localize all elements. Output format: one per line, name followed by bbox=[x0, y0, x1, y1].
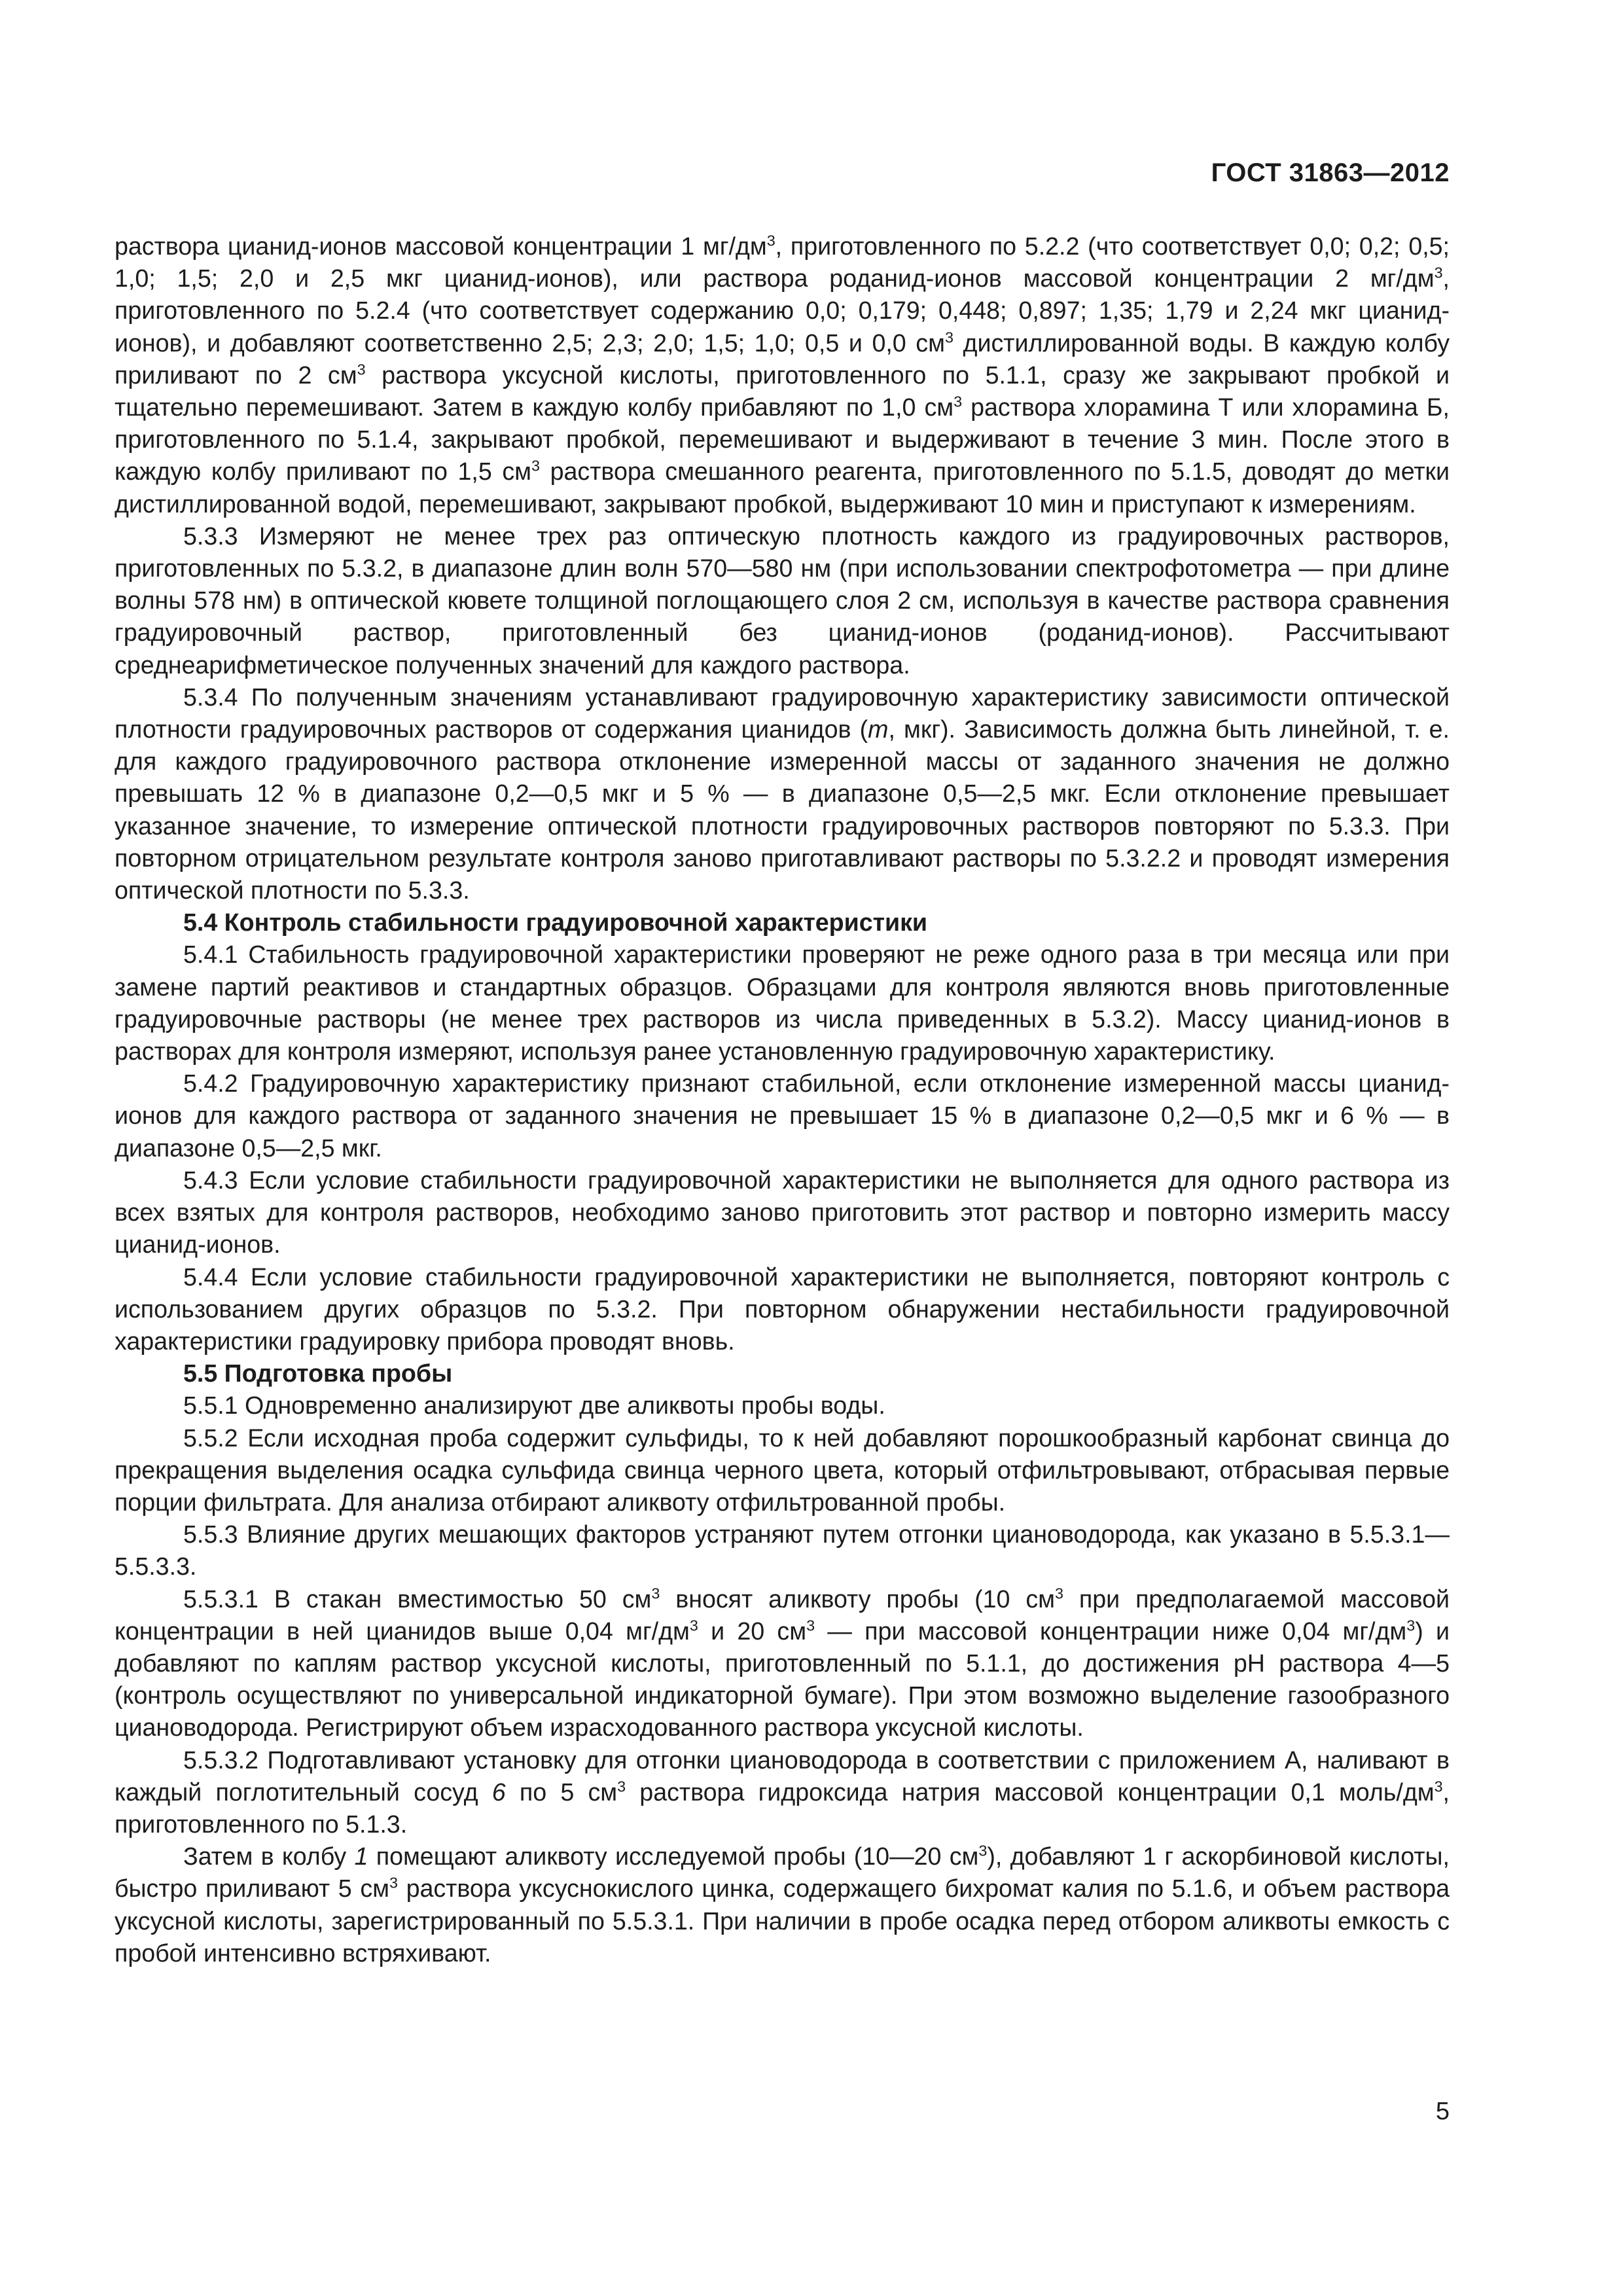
paragraph: 5.5.3 Влияние других мешающих факторов устраняют путем отгонки циановодорода, как указано в 5.5.3.1—5.5.3.3. bbox=[115, 1520, 1450, 1581]
page-body bbox=[115, 230, 1450, 1969]
paragraph: 5.5.1 Одновременно анализируют две аликвоты пробы воды. bbox=[183, 1391, 885, 1420]
paragraph: раствора цианид-ионов массовой концентрации 1 $мг/дм^3$, приготовленного по 5.2.2 (что соответствует 0,0; 0,2; 0,5; 1,0; 1,5; 2,0 и 2,5 мкг цианид-ионов), или раствора роданид-ионов массовой концентрации 2 $мг/дм^3$, приготовленного по 5.2.4 (что соответствует содержанию 0,0; 0,179; 0,448; 0,897; 1,35; 1,79 и 2,24 мкг цианид-ионов), и добавляют соответственно 2,5; 2,3; 2,0; 1,5; 1,0; 0,5 и 0,0 $см^3$ дистиллированной воды. В каждую колбу приливают по 2 $см^3$ раствора уксусной кислоты, приготовленного по 5.1.1, сразу же закрывают пробкой и тщательно перемешивают. Затем в каждую колбу прибавляют по 1,0 $см^3$ раствора хлорамина Т или хлорамина Б, приготовленного по 5.1.4, закрывают пробкой, перемешивают и выдерживают в течение 3 мин. После этого в каждую колбу приливают по 1,5 $см^3$ раствора смешанного реагента, приготовленного по 5.1.5, доводят до метки дистиллированной водой, перемешивают, закрывают пробкой, выдерживают 10 мин и приступают к измерениям. bbox=[115, 232, 1450, 518]
paragraph: 5.4.4 Если условие стабильности градуировочной характеристики не выполняется, повторяют контроль с использованием других образцов по 5.3.2. При повторном обнаружении нестабильности градуировочной характеристики градуировку прибора проводят вновь. bbox=[115, 1263, 1450, 1355]
paragraph: 5.4.1 Стабильность градуировочной характеристики проверяют не реже одного раза в три месяца или при замене партий реактивов и стандартных образцов. Образцами для контроля являются вновь приготовленные градуировочные растворы (не менее трех растворов из числа приведенных в 5.3.2). Массу цианид-ионов в растворах для контроля измеряют, используя ранее установленную градуировочную характеристику. bbox=[115, 941, 1450, 1066]
paragraph: 5.5.3.2 Подготавливают установку для отгонки циановодорода в соответствии с приложением А, наливают в каждый поглотительный сосуд 6 по 5 $см^3$ раствора гидроксида натрия массовой концентрации 0,1 моль/$дм^3$, приготовленного по 5.1.3. bbox=[115, 1746, 1450, 1838]
page-number: 5 bbox=[1435, 2098, 1450, 2125]
paragraph: Затем в колбу 1 помещают аликвоту исследуемой пробы (10—20 $см^3$), добавляют 1 г аскорбиновой кислоты, быстро приливают 5 $см^3$ раствора уксуснокислого цинка, содержащего бихромат калия по 5.1.6, и объем раствора уксусной кислоты, зарегистрированный по 5.5.3.1. При наличии в пробе осадка перед отбором аликвоты емкость с пробой интенсивно встряхивают. bbox=[115, 1842, 1450, 1967]
paragraph: 5.4.2 Градуировочную характеристику признают стабильной, если отклонение измеренной массы цианид-ионов для каждого раствора от заданного значения не превышает 15 % в диапазоне 0,2—0,5 мкг и 6 % — в диапазоне 0,5—2,5 мкг. bbox=[115, 1069, 1450, 1162]
section-heading: 5.4 Контроль стабильности градуировочной характеристики bbox=[183, 908, 928, 937]
section-heading: 5.5 Подготовка пробы bbox=[183, 1359, 453, 1388]
paragraph: 5.5.3.1 В стакан вместимостью 50 $см^3$ вносят аликвоту пробы (10 $см^3$ при предполагаемой массовой концентрации в ней цианидов выше 0,04 $мг/дм^3$ и 20 $см^3$ — при массовой концентрации ниже 0,04 $мг/дм^3$) и добавляют по каплям раствор уксусной кислоты, приготовленный по 5.1.1, до достижения рН раствора 4—5 (контроль осуществляют по универсальной индикаторной бумаге). При этом возможно выделение газообразного циановодорода. Регистрируют объем израсходованного раствора уксусной кислоты. bbox=[115, 1585, 1450, 1742]
paragraph: 5.4.3 Если условие стабильности градуировочной характеристики не выполняется для одного раствора из всех взятых для контроля растворов, необходимо заново приготовить этот раствор и повторно измерить массу цианид-ионов. bbox=[115, 1166, 1450, 1259]
paragraph: 5.3.3 Измеряют не менее трех раз оптическую плотность каждого из градуировочных растворов, приготовленных по 5.3.2, в диапазоне длин волн 570—580 нм (при использовании спектрофотометра — при длине волны 578 нм) в оптической кювете толщиной поглощающего слоя 2 см, используя в качестве раствора сравнения градуировочный раствор, приготовленный без цианид-ионов (роданид-ионов). Рассчитывают среднеарифметическое полученных значений для каждого раствора. bbox=[115, 522, 1450, 679]
paragraph: 5.3.4 По полученным значениям устанавливают градуировочную характеристику зависимости оптической плотности градуировочных растворов от содержания цианидов (m, мкг). Зависимость должна быть линейной, т. е. для каждого градуировочного раствора отклонение измеренной массы от заданного значения не должно превышать 12 % в диапазоне 0,2—0,5 мкг и 5 % — в диапазоне 0,5—2,5 мкг. Если отклонение превышает указанное значение, то измерение оптической плотности градуировочных растворов повторяют по 5.3.3. При повторном отрицательном результате контроля заново приготавливают растворы по 5.3.2.2 и проводят измерения оптической плотности по 5.3.3. bbox=[115, 683, 1450, 905]
document-number: ГОСТ 31863—2012 bbox=[1211, 158, 1450, 187]
paragraph: 5.5.2 Если исходная проба содержит сульфиды, то к ней добавляют порошкообразный карбонат свинца до прекращения выделения осадка сульфида свинца черного цвета, который отфильтровывают, отбрасывая первые порции фильтрата. Для анализа отбирают аликвоту отфильтрованной пробы. bbox=[115, 1424, 1450, 1516]
